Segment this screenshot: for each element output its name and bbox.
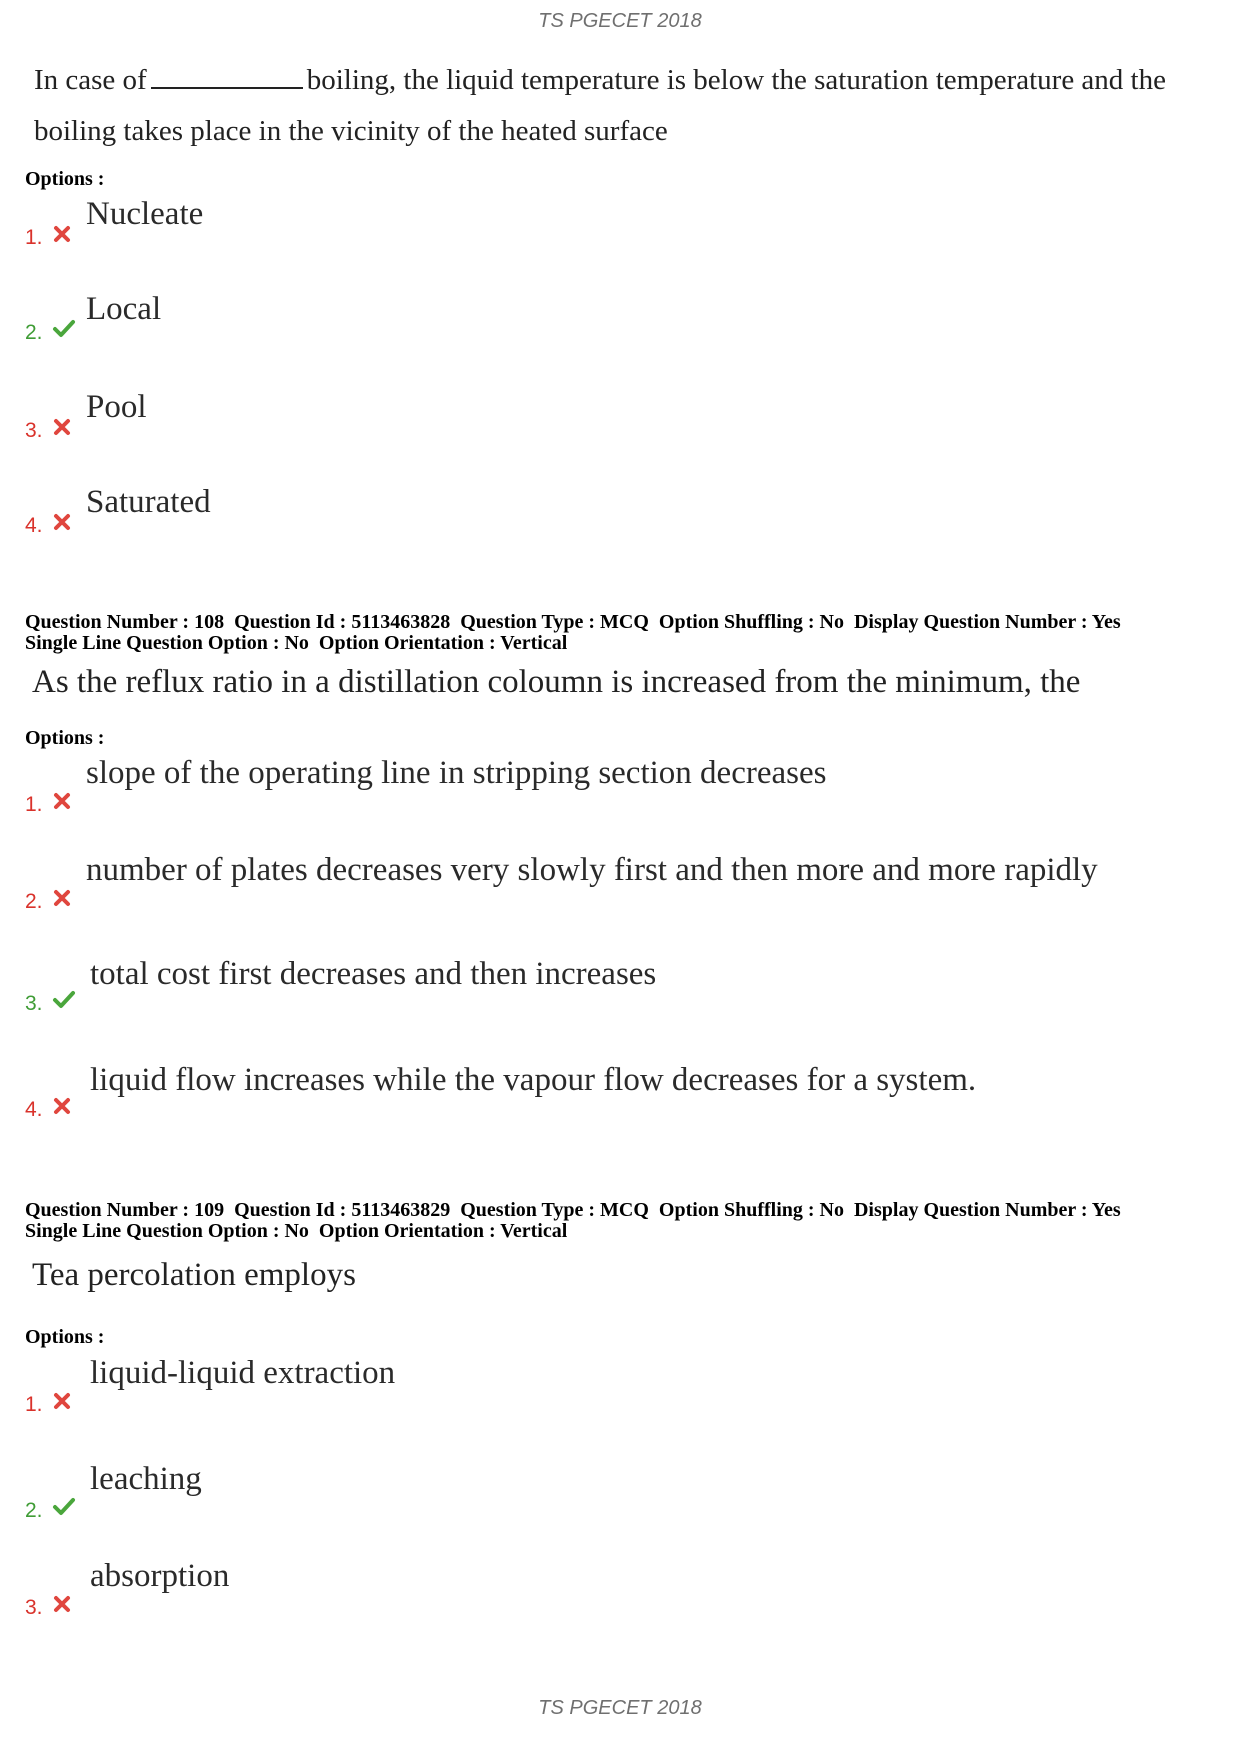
option-number: 1. [25, 226, 43, 249]
option-number: 3. [25, 992, 43, 1015]
question-107-text-line2: boiling takes place in the vicinity of the heated surface [34, 115, 668, 147]
option-text: liquid flow increases while the vapour flow decreases for a system. [90, 1062, 977, 1098]
cross-icon [52, 1096, 72, 1116]
page-footer: TS PGECET 2018 [538, 1697, 702, 1719]
check-icon [52, 989, 76, 1009]
option-4 [0, 484, 1240, 544]
option-text: total cost first decreases and then increases [90, 956, 657, 992]
options-label: Options : [25, 1326, 105, 1348]
option-text: Local [86, 291, 162, 327]
cross-icon [52, 417, 72, 437]
cross-icon [52, 1594, 72, 1614]
question-109-meta-line2: Single Line Question Option : No Option Orientation : Vertical [25, 1220, 568, 1242]
check-icon [52, 1496, 76, 1516]
option-number: 1. [25, 1393, 43, 1416]
cross-icon [52, 888, 72, 908]
option-number: 3. [25, 419, 43, 442]
option-text: leaching [90, 1461, 202, 1497]
option-3 [0, 389, 1240, 449]
fill-in-blank [151, 63, 303, 89]
option-2 [0, 291, 1240, 351]
option-1 [0, 1355, 1240, 1415]
option-text: number of plates decreases very slowly first and then more and more rapidly [86, 852, 1098, 888]
option-text: absorption [90, 1558, 230, 1594]
option-text: Pool [86, 389, 147, 425]
option-text: Nucleate [86, 196, 204, 232]
option-number: 4. [25, 1098, 43, 1121]
check-icon [52, 318, 76, 338]
question-107-text-end: boiling, the liquid temperature is below the saturation temperature and the [306, 64, 1166, 96]
option-number: 2. [25, 1499, 43, 1522]
option-2 [0, 852, 1240, 912]
question-109-text: Tea percolation employs [32, 1257, 356, 1293]
option-text: slope of the operating line in stripping section decreases [86, 755, 827, 791]
options-label: Options : [25, 727, 105, 749]
cross-icon [52, 1391, 72, 1411]
option-3 [0, 956, 1240, 1016]
option-number: 2. [25, 890, 43, 913]
option-1 [0, 755, 1240, 815]
page-header: TS PGECET 2018 [538, 10, 702, 32]
option-3 [0, 1558, 1240, 1618]
option-1 [0, 196, 1240, 256]
options-label: Options : [25, 168, 105, 190]
cross-icon [52, 512, 72, 532]
cross-icon [52, 224, 72, 244]
option-text: Saturated [86, 484, 211, 520]
question-108-meta-line2: Single Line Question Option : No Option Orientation : Vertical [25, 632, 568, 654]
option-4 [0, 1062, 1240, 1122]
question-108-meta-line1: Question Number : 108 Question Id : 5113463828 Question Type : MCQ Option Shuffling : No Display Question Number : Yes [25, 611, 1121, 633]
question-109-meta-line1: Question Number : 109 Question Id : 5113463829 Question Type : MCQ Option Shuffling : No Display Question Number : Yes [25, 1199, 1121, 1221]
option-number: 4. [25, 514, 43, 537]
option-number: 2. [25, 321, 43, 344]
question-107-text-start: In case of [34, 64, 147, 96]
option-text: liquid-liquid extraction [90, 1355, 396, 1391]
cross-icon [52, 791, 72, 811]
question-108-text: As the reflux ratio in a distillation coloumn is increased from the minimum, the [32, 664, 1081, 700]
option-number: 1. [25, 793, 43, 816]
option-number: 3. [25, 1596, 43, 1619]
option-2 [0, 1461, 1240, 1521]
question-107-text [34, 55, 1214, 106]
